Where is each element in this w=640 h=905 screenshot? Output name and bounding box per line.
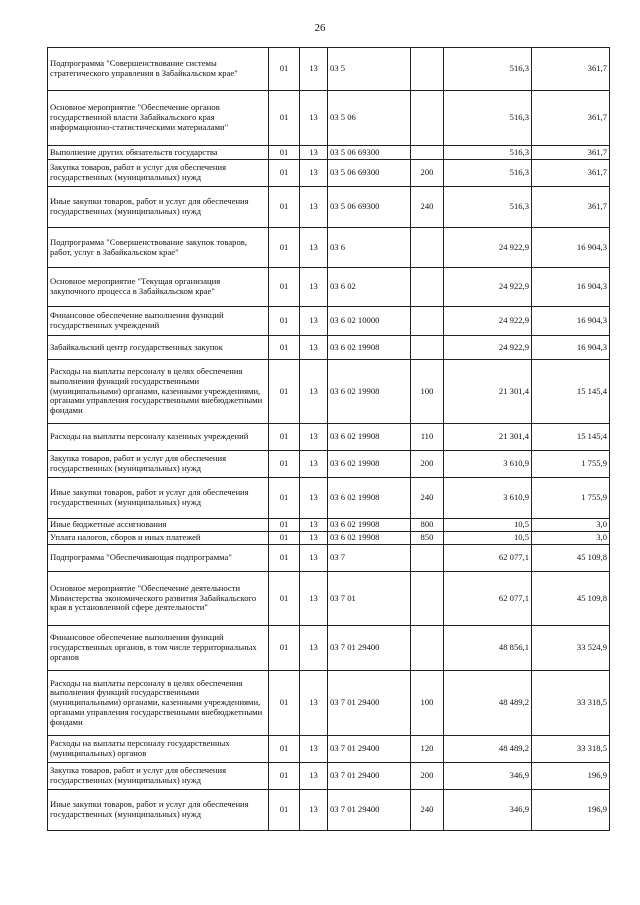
target-item-code-cell: 03 6 02 19908 bbox=[328, 360, 411, 424]
amount-cell-2: 45 109,8 bbox=[532, 545, 610, 572]
expense-type-code-cell: 850 bbox=[411, 532, 444, 545]
amount-cell-2: 16 904,3 bbox=[532, 336, 610, 360]
expense-name-cell: Финансовое обеспечение выполнения функций государственных органов, в том числе территориальных органов bbox=[48, 626, 269, 671]
expense-name-cell: Основное мероприятие "Текущая организация закупочного процесса в Забайкальском крае" bbox=[48, 268, 269, 307]
target-item-code-cell: 03 5 06 69300 bbox=[328, 146, 411, 160]
expense-type-code-cell: 240 bbox=[411, 478, 444, 519]
amount-cell-1: 24 922,9 bbox=[444, 268, 532, 307]
expense-name-cell: Закупка товаров, работ и услуг для обеспечения государственных (муниципальных) нужд bbox=[48, 451, 269, 478]
amount-cell-2: 16 904,3 bbox=[532, 268, 610, 307]
expense-type-code-cell: 100 bbox=[411, 671, 444, 736]
expense-name-cell: Иные закупки товаров, работ и услуг для обеспечения государственных (муниципальных) нужд bbox=[48, 478, 269, 519]
table-body bbox=[48, 48, 610, 831]
expense-type-code-cell: 200 bbox=[411, 160, 444, 187]
table-row bbox=[48, 146, 610, 160]
section-code-cell: 01 bbox=[269, 307, 300, 336]
table-row bbox=[48, 671, 610, 736]
budget-table bbox=[47, 47, 610, 831]
amount-cell-1: 10,5 bbox=[444, 532, 532, 545]
subsection-code-cell: 13 bbox=[300, 763, 328, 790]
subsection-code-cell: 13 bbox=[300, 532, 328, 545]
section-code-cell: 01 bbox=[269, 478, 300, 519]
section-code-cell: 01 bbox=[269, 763, 300, 790]
target-item-code-cell: 03 5 06 69300 bbox=[328, 160, 411, 187]
expense-type-code-cell bbox=[411, 228, 444, 268]
subsection-code-cell: 13 bbox=[300, 146, 328, 160]
table-row bbox=[48, 478, 610, 519]
amount-cell-2: 15 145,4 bbox=[532, 360, 610, 424]
expense-name-cell: Закупка товаров, работ и услуг для обеспечения государственных (муниципальных) нужд bbox=[48, 763, 269, 790]
target-item-code-cell: 03 7 01 29400 bbox=[328, 736, 411, 763]
expense-type-code-cell: 240 bbox=[411, 790, 444, 831]
expense-type-code-cell bbox=[411, 146, 444, 160]
subsection-code-cell: 13 bbox=[300, 545, 328, 572]
expense-name-cell: Финансовое обеспечение выполнения функций государственных учреждений bbox=[48, 307, 269, 336]
target-item-code-cell: 03 7 bbox=[328, 545, 411, 572]
page-number: 26 bbox=[314, 22, 326, 34]
amount-cell-2: 33 318,5 bbox=[532, 736, 610, 763]
expense-name-cell: Подпрограмма "Совершенствование закупок товаров, работ, услуг в Забайкальском крае" bbox=[48, 228, 269, 268]
target-item-code-cell: 03 7 01 29400 bbox=[328, 671, 411, 736]
subsection-code-cell: 13 bbox=[300, 626, 328, 671]
amount-cell-2: 196,9 bbox=[532, 790, 610, 831]
amount-cell-1: 516,3 bbox=[444, 146, 532, 160]
target-item-code-cell: 03 6 02 19908 bbox=[328, 424, 411, 451]
subsection-code-cell: 13 bbox=[300, 268, 328, 307]
target-item-code-cell: 03 7 01 29400 bbox=[328, 626, 411, 671]
table-row bbox=[48, 424, 610, 451]
amount-cell-2: 361,7 bbox=[532, 160, 610, 187]
target-item-code-cell: 03 6 02 bbox=[328, 268, 411, 307]
table-row bbox=[48, 572, 610, 626]
expense-name-cell: Расходы на выплаты персоналу государственных (муниципальных) органов bbox=[48, 736, 269, 763]
table-row bbox=[48, 519, 610, 532]
subsection-code-cell: 13 bbox=[300, 424, 328, 451]
subsection-code-cell: 13 bbox=[300, 519, 328, 532]
expense-type-code-cell bbox=[411, 91, 444, 146]
target-item-code-cell: 03 6 02 10000 bbox=[328, 307, 411, 336]
subsection-code-cell: 13 bbox=[300, 187, 328, 228]
table-row bbox=[48, 160, 610, 187]
expense-type-code-cell: 240 bbox=[411, 187, 444, 228]
amount-cell-1: 62 077,1 bbox=[444, 572, 532, 626]
table-row bbox=[48, 790, 610, 831]
subsection-code-cell: 13 bbox=[300, 160, 328, 187]
expense-name-cell: Расходы на выплаты персоналу в целях обеспечения выполнения функций государственными (муниципальными) органами, казенными учреждениями, органами управления государственными внебюджетными фондами bbox=[48, 671, 269, 736]
table-row bbox=[48, 187, 610, 228]
amount-cell-2: 3,0 bbox=[532, 519, 610, 532]
subsection-code-cell: 13 bbox=[300, 48, 328, 91]
amount-cell-1: 48 489,2 bbox=[444, 671, 532, 736]
amount-cell-1: 346,9 bbox=[444, 790, 532, 831]
amount-cell-1: 10,5 bbox=[444, 519, 532, 532]
amount-cell-1: 48 489,2 bbox=[444, 736, 532, 763]
amount-cell-2: 3,0 bbox=[532, 532, 610, 545]
expense-type-code-cell bbox=[411, 572, 444, 626]
expense-name-cell: Основное мероприятие "Обеспечение органов государственной власти Забайкальского края информационно-статистическими материалами" bbox=[48, 91, 269, 146]
section-code-cell: 01 bbox=[269, 48, 300, 91]
target-item-code-cell: 03 6 bbox=[328, 228, 411, 268]
expense-name-cell: Иные закупки товаров, работ и услуг для обеспечения государственных (муниципальных) нужд bbox=[48, 790, 269, 831]
amount-cell-1: 48 856,1 bbox=[444, 626, 532, 671]
subsection-code-cell: 13 bbox=[300, 307, 328, 336]
expense-name-cell: Иные бюджетные ассигнования bbox=[48, 519, 269, 532]
expense-type-code-cell: 200 bbox=[411, 451, 444, 478]
table-row bbox=[48, 48, 610, 91]
target-item-code-cell: 03 5 bbox=[328, 48, 411, 91]
expense-type-code-cell bbox=[411, 626, 444, 671]
section-code-cell: 01 bbox=[269, 572, 300, 626]
amount-cell-2: 15 145,4 bbox=[532, 424, 610, 451]
expense-type-code-cell bbox=[411, 336, 444, 360]
section-code-cell: 01 bbox=[269, 336, 300, 360]
section-code-cell: 01 bbox=[269, 626, 300, 671]
subsection-code-cell: 13 bbox=[300, 478, 328, 519]
target-item-code-cell: 03 7 01 bbox=[328, 572, 411, 626]
table-row bbox=[48, 228, 610, 268]
amount-cell-2: 16 904,3 bbox=[532, 228, 610, 268]
target-item-code-cell: 03 6 02 19908 bbox=[328, 336, 411, 360]
expense-type-code-cell: 110 bbox=[411, 424, 444, 451]
section-code-cell: 01 bbox=[269, 671, 300, 736]
amount-cell-2: 361,7 bbox=[532, 48, 610, 91]
amount-cell-1: 516,3 bbox=[444, 187, 532, 228]
expense-name-cell: Подпрограмма "Обеспечивающая подпрограмма" bbox=[48, 545, 269, 572]
section-code-cell: 01 bbox=[269, 790, 300, 831]
table-row bbox=[48, 336, 610, 360]
amount-cell-1: 21 301,4 bbox=[444, 424, 532, 451]
expense-type-code-cell: 200 bbox=[411, 763, 444, 790]
target-item-code-cell: 03 7 01 29400 bbox=[328, 763, 411, 790]
expense-name-cell: Закупка товаров, работ и услуг для обеспечения государственных (муниципальных) нужд bbox=[48, 160, 269, 187]
target-item-code-cell: 03 6 02 19908 bbox=[328, 451, 411, 478]
table-row bbox=[48, 451, 610, 478]
amount-cell-1: 21 301,4 bbox=[444, 360, 532, 424]
expense-name-cell: Уплата налогов, сборов и иных платежей bbox=[48, 532, 269, 545]
expense-name-cell: Выполнение других обязательств государства bbox=[48, 146, 269, 160]
amount-cell-2: 1 755,9 bbox=[532, 451, 610, 478]
amount-cell-2: 16 904,3 bbox=[532, 307, 610, 336]
section-code-cell: 01 bbox=[269, 91, 300, 146]
table-row bbox=[48, 763, 610, 790]
amount-cell-1: 516,3 bbox=[444, 91, 532, 146]
amount-cell-2: 1 755,9 bbox=[532, 478, 610, 519]
target-item-code-cell: 03 6 02 19908 bbox=[328, 532, 411, 545]
section-code-cell: 01 bbox=[269, 160, 300, 187]
target-item-code-cell: 03 5 06 69300 bbox=[328, 187, 411, 228]
section-code-cell: 01 bbox=[269, 545, 300, 572]
subsection-code-cell: 13 bbox=[300, 360, 328, 424]
amount-cell-1: 516,3 bbox=[444, 48, 532, 91]
section-code-cell: 01 bbox=[269, 268, 300, 307]
expense-type-code-cell bbox=[411, 545, 444, 572]
target-item-code-cell: 03 7 01 29400 bbox=[328, 790, 411, 831]
amount-cell-1: 62 077,1 bbox=[444, 545, 532, 572]
subsection-code-cell: 13 bbox=[300, 228, 328, 268]
table-row bbox=[48, 626, 610, 671]
expense-type-code-cell bbox=[411, 268, 444, 307]
table-row bbox=[48, 360, 610, 424]
table-row bbox=[48, 545, 610, 572]
subsection-code-cell: 13 bbox=[300, 91, 328, 146]
expense-type-code-cell: 100 bbox=[411, 360, 444, 424]
expense-name-cell: Расходы на выплаты персоналу казенных учреждений bbox=[48, 424, 269, 451]
expense-name-cell: Основное мероприятие "Обеспечение деятельности Министерства экономического развития Забайкальского края в установленной сфере деятельности" bbox=[48, 572, 269, 626]
amount-cell-1: 24 922,9 bbox=[444, 336, 532, 360]
subsection-code-cell: 13 bbox=[300, 671, 328, 736]
subsection-code-cell: 13 bbox=[300, 790, 328, 831]
amount-cell-1: 24 922,9 bbox=[444, 228, 532, 268]
table-row bbox=[48, 307, 610, 336]
amount-cell-1: 24 922,9 bbox=[444, 307, 532, 336]
target-item-code-cell: 03 6 02 19908 bbox=[328, 478, 411, 519]
section-code-cell: 01 bbox=[269, 519, 300, 532]
expense-name-cell: Иные закупки товаров, работ и услуг для обеспечения государственных (муниципальных) нужд bbox=[48, 187, 269, 228]
section-code-cell: 01 bbox=[269, 424, 300, 451]
expense-name-cell: Забайкальский центр государственных закупок bbox=[48, 336, 269, 360]
target-item-code-cell: 03 6 02 19908 bbox=[328, 519, 411, 532]
amount-cell-2: 361,7 bbox=[532, 146, 610, 160]
amount-cell-2: 33 318,5 bbox=[532, 671, 610, 736]
subsection-code-cell: 13 bbox=[300, 572, 328, 626]
amount-cell-2: 196,9 bbox=[532, 763, 610, 790]
expense-name-cell: Расходы на выплаты персоналу в целях обеспечения выполнения функций государственными (муниципальными) органами, казенными учреждениями, органами управления государственными внебюджетными фондами bbox=[48, 360, 269, 424]
expense-type-code-cell bbox=[411, 48, 444, 91]
section-code-cell: 01 bbox=[269, 360, 300, 424]
target-item-code-cell: 03 5 06 bbox=[328, 91, 411, 146]
section-code-cell: 01 bbox=[269, 187, 300, 228]
table-row bbox=[48, 532, 610, 545]
amount-cell-2: 45 109,8 bbox=[532, 572, 610, 626]
amount-cell-2: 33 524,9 bbox=[532, 626, 610, 671]
section-code-cell: 01 bbox=[269, 532, 300, 545]
table-row bbox=[48, 91, 610, 146]
amount-cell-1: 346,9 bbox=[444, 763, 532, 790]
amount-cell-1: 3 610,9 bbox=[444, 478, 532, 519]
amount-cell-2: 361,7 bbox=[532, 187, 610, 228]
expense-name-cell: Подпрограмма "Совершенствование системы стратегического управления в Забайкальском крае" bbox=[48, 48, 269, 91]
section-code-cell: 01 bbox=[269, 451, 300, 478]
subsection-code-cell: 13 bbox=[300, 451, 328, 478]
amount-cell-2: 361,7 bbox=[532, 91, 610, 146]
section-code-cell: 01 bbox=[269, 736, 300, 763]
section-code-cell: 01 bbox=[269, 228, 300, 268]
expense-type-code-cell: 800 bbox=[411, 519, 444, 532]
subsection-code-cell: 13 bbox=[300, 336, 328, 360]
section-code-cell: 01 bbox=[269, 146, 300, 160]
table-row bbox=[48, 736, 610, 763]
expense-type-code-cell bbox=[411, 307, 444, 336]
expense-type-code-cell: 120 bbox=[411, 736, 444, 763]
amount-cell-1: 516,3 bbox=[444, 160, 532, 187]
amount-cell-1: 3 610,9 bbox=[444, 451, 532, 478]
table-row bbox=[48, 268, 610, 307]
subsection-code-cell: 13 bbox=[300, 736, 328, 763]
